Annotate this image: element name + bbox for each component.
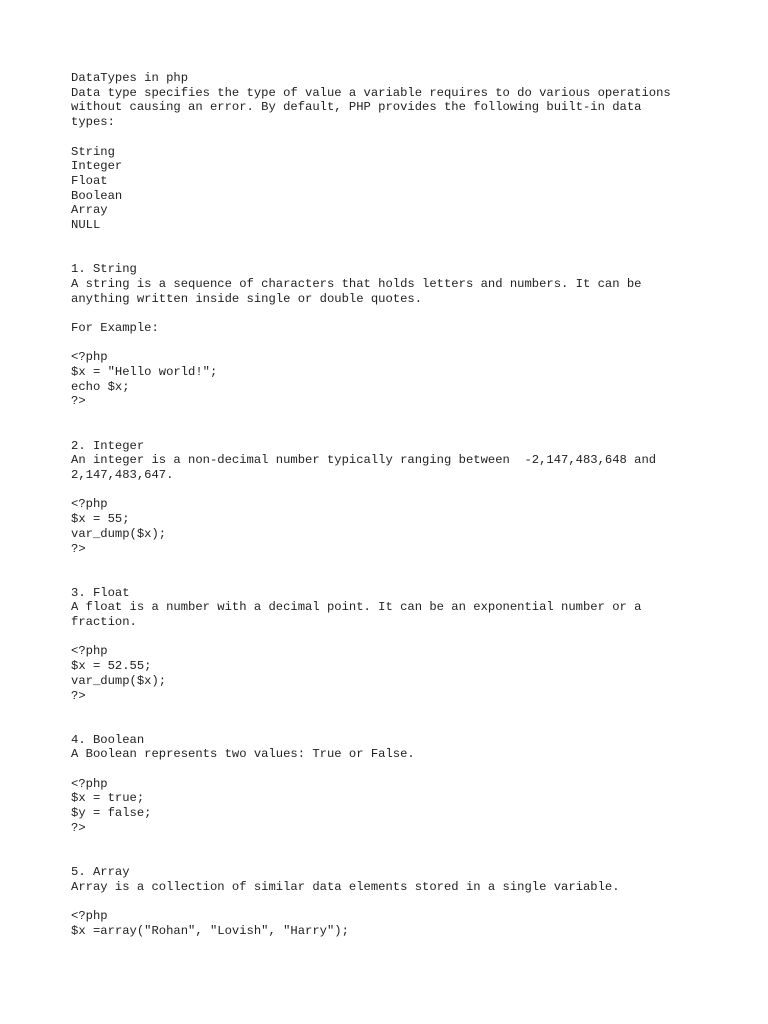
section-integer-code: <?php $x = 55; var_dump($x); ?> <box>71 497 167 556</box>
section-integer-description: An integer is a non-decimal number typically ranging between -2,147,483,648 and 2,147,483,647. <box>71 453 657 482</box>
document-body <box>71 71 708 938</box>
section-string-heading: 1. String <box>71 262 137 277</box>
types-list-item: String <box>71 144 115 159</box>
section-boolean-heading: 4. Boolean <box>71 732 145 747</box>
document-title: DataTypes in php <box>71 71 189 85</box>
types-list-item: Boolean <box>71 188 123 203</box>
types-list-item: NULL <box>71 218 101 233</box>
section-array-heading: 5. Array <box>71 864 130 879</box>
types-list-item: Float <box>71 173 108 188</box>
section-array-code: <?php $x =array("Rohan", "Lovish", "Harry"); <box>71 909 349 938</box>
section-float-code: <?php $x = 52.55; var_dump($x); ?> <box>71 644 167 703</box>
section-boolean-code: <?php $x = true; $y = false; ?> <box>71 776 152 835</box>
section-float-heading: 3. Float <box>71 585 130 600</box>
section-string-example-label: For Example: <box>71 320 159 335</box>
section-integer-heading: 2. Integer <box>71 438 145 453</box>
section-boolean-description: A Boolean represents two values: True or False. <box>71 747 415 762</box>
intro-paragraph: Data type specifies the type of value a variable requires to do various operations without causing an error. By default, PHP provides the following built-in data types: <box>71 85 671 130</box>
types-list-item: Integer <box>71 159 123 174</box>
types-list-item: Array <box>71 203 108 218</box>
section-array-description: Array is a collection of similar data elements stored in a single variable. <box>71 879 620 894</box>
section-float-description: A float is a number with a decimal point. It can be an exponential number or a fraction. <box>71 600 642 630</box>
section-string-code: <?php $x = "Hello world!"; echo $x; ?> <box>71 350 218 409</box>
section-string-description: A string is a sequence of characters that holds letters and numbers. It can be anything written inside single or double quotes. <box>71 276 642 306</box>
